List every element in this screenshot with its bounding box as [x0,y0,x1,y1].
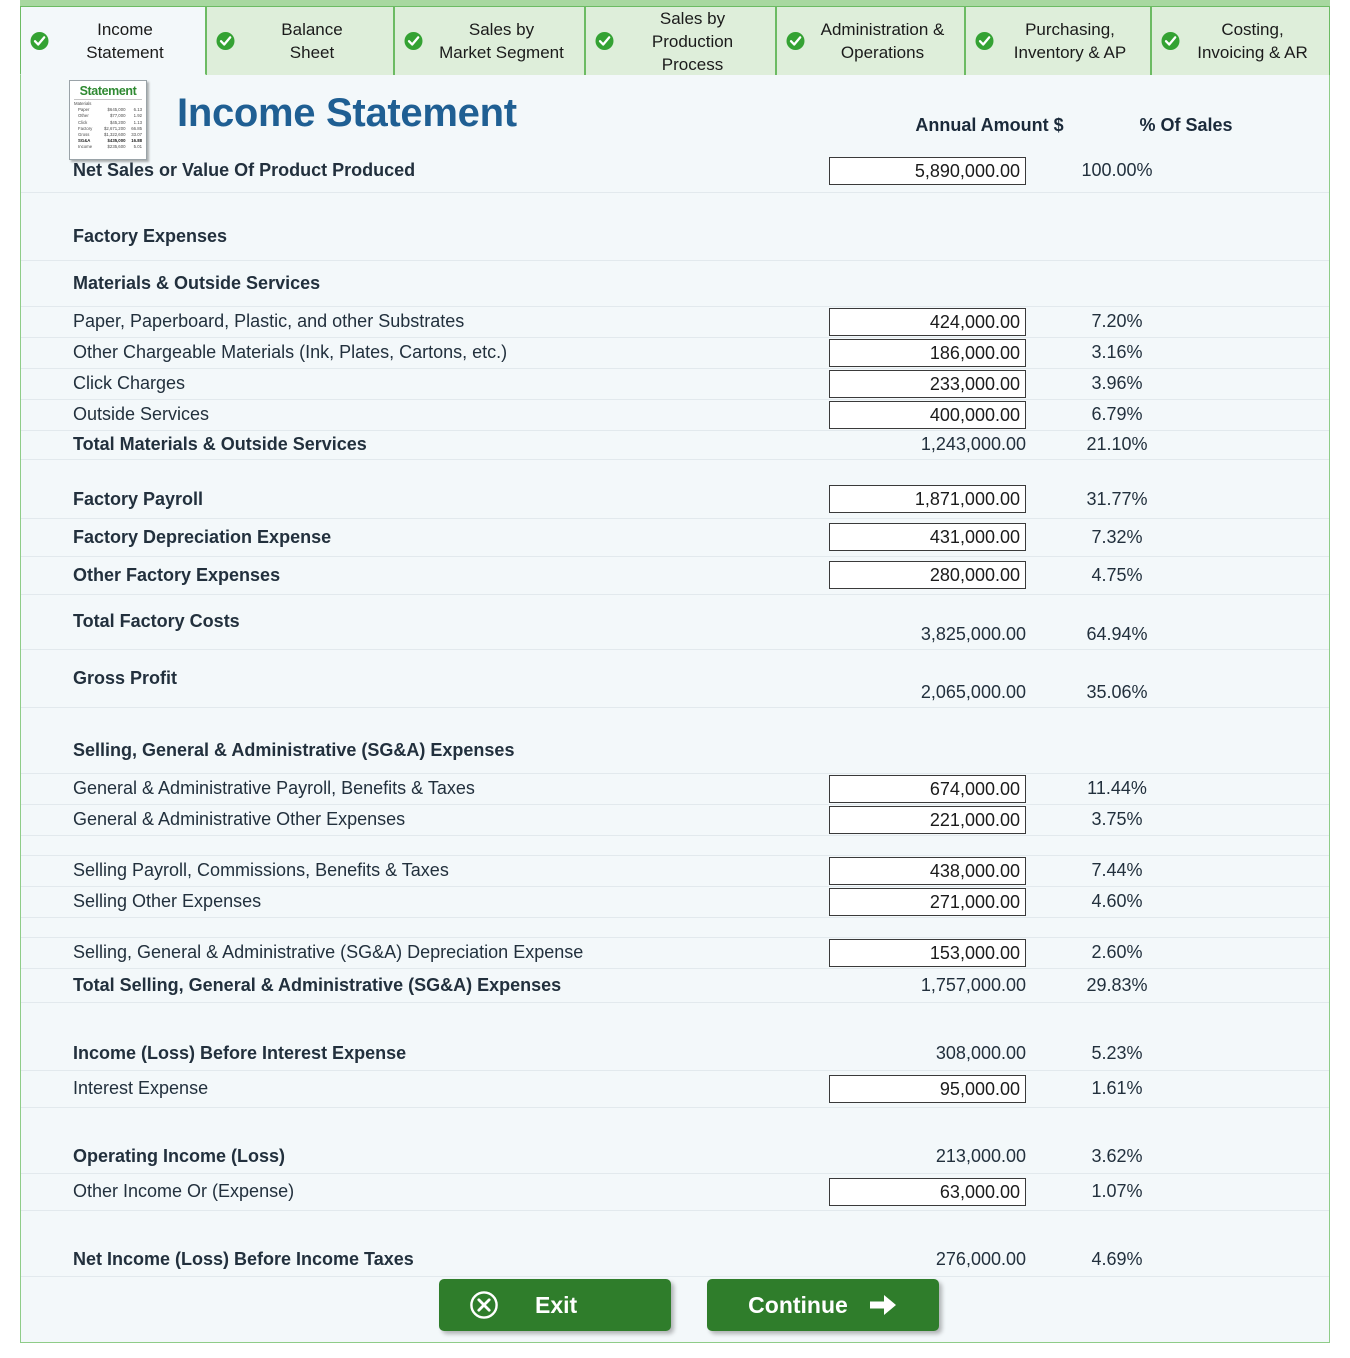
row-label: Gross Profit [21,649,827,707]
spacer-row [21,917,1329,937]
row-label: Selling Payroll, Commissions, Benefits & Taxes [21,855,827,886]
row-percent: 3.75% [1032,804,1202,835]
income-statement-table [21,150,1329,1277]
other-factory-expenses-input[interactable]: 280,000.00 [829,561,1026,589]
selling-payroll-input[interactable]: 438,000.00 [829,857,1026,885]
sga-depreciation-input[interactable]: 153,000.00 [829,939,1026,967]
outside-services-input[interactable]: 400,000.00 [829,401,1026,429]
row-amount-cell [827,337,1032,368]
row-label: Net Income (Loss) Before Income Taxes [21,1244,827,1276]
table-row [21,368,1329,399]
subsection-title-materials: Materials & Outside Services [21,260,827,306]
tab-label: Administration & Operations [820,20,945,62]
thumb-amount: $1,322,600 [103,132,126,138]
total-row [21,1038,1329,1070]
row-percent: 3.16% [1032,337,1202,368]
total-row [21,968,1329,1002]
spacer-row [21,192,1329,214]
row-pad [1202,1141,1329,1173]
row-percent [1032,214,1202,260]
wizard-footer [21,1270,1329,1342]
row-percent [1032,729,1202,773]
row-pad [1202,368,1329,399]
row-amount: 3,825,000.00 [827,594,1032,649]
row-label: Other Income Or (Expense) [21,1173,827,1210]
row-percent: 3.96% [1032,368,1202,399]
factory-depreciation-input[interactable]: 431,000.00 [829,523,1026,551]
table-row [21,886,1329,917]
row-percent: 7.44% [1032,855,1202,886]
paper-substrates-input[interactable]: 424,000.00 [829,308,1026,336]
tab-label: Purchasing, Inventory & AP [1013,20,1127,62]
table-row [21,481,1329,518]
other-chargeable-materials-input[interactable]: 186,000.00 [829,339,1026,367]
row-label: Total Factory Costs [21,594,827,649]
row-label: Outside Services [21,399,827,430]
selling-other-expenses-input[interactable]: 271,000.00 [829,888,1026,916]
ga-payroll-input[interactable]: 674,000.00 [829,775,1026,803]
exit-button-label: Exit [535,1291,578,1318]
tab-label: Balance Sheet [281,20,343,62]
total-row [21,1141,1329,1173]
statement-thumbnail-icon [69,80,147,160]
row-label: Paper, Paperboard, Plastic, and other Substrates [21,306,827,337]
other-income-expense-input[interactable]: 63,000.00 [829,1178,1026,1206]
table-row [21,855,1329,886]
row-percent: 4.60% [1032,886,1202,917]
row-pad [1202,855,1329,886]
thumb-amount: $645,000 [107,107,126,113]
arrow-right-icon [868,1292,898,1318]
column-header-annual-amount: Annual Amount $ [915,115,1064,135]
table-row [21,1070,1329,1107]
row-amount-cell [827,773,1032,804]
row-amount-cell [827,729,1032,773]
table-row [21,937,1329,968]
row-amount: 276,000.00 [827,1244,1032,1276]
check-circle-icon [1161,32,1180,51]
row-pad [1202,150,1329,192]
exit-button[interactable] [439,1279,671,1331]
row-pad [1202,1070,1329,1107]
row-percent: 1.61% [1032,1070,1202,1107]
row-label: Click Charges [21,368,827,399]
tab-label: Sales by Market Segment [439,20,564,62]
close-circle-icon [469,1290,499,1320]
check-circle-icon [786,32,805,51]
check-circle-icon [30,31,49,50]
thumb-pct: 66.85 [131,125,142,131]
row-percent: 6.79% [1032,399,1202,430]
row-percent: 7.20% [1032,306,1202,337]
row-label: Other Factory Expenses [21,556,827,594]
thumb-amount: $435,000 [107,138,126,144]
row-percent: 21.10% [1032,430,1202,459]
total-row [21,649,1329,707]
row-label: Income (Loss) Before Interest Expense [21,1038,827,1070]
table-row [21,150,1329,192]
row-label: Factory Payroll [21,481,827,518]
thumb-label: Materials [74,101,92,106]
tab-balance-sheet[interactable] [206,6,394,75]
thumb-label: Other [78,113,89,119]
row-label: Total Selling, General & Administrative (SG&A) Expenses [21,968,827,1002]
row-pad [1202,306,1329,337]
thumb-pct: 5.01 [133,144,142,150]
row-pad [1202,214,1329,260]
thumb-amount: $45,200 [109,119,126,125]
tab-sales-by-market-segment[interactable] [394,6,585,75]
row-pad [1202,481,1329,518]
check-circle-icon [595,32,614,51]
click-charges-input[interactable]: 233,000.00 [829,370,1026,398]
spacer-row [21,835,1329,855]
total-row [21,430,1329,459]
thumb-label: SG&A [78,138,91,144]
table-row [21,518,1329,556]
table-row [21,773,1329,804]
page-header [21,75,1329,150]
statement-thumbnail-title: Statement [74,84,142,100]
spacer-row [21,1107,1329,1141]
thumb-label: Factory [78,125,93,131]
section-title-factory-expenses: Factory Expenses [21,214,827,260]
row-amount-cell [827,556,1032,594]
row-amount-cell [827,368,1032,399]
row-percent: 11.44% [1032,773,1202,804]
row-label: General & Administrative Payroll, Benefits & Taxes [21,773,827,804]
row-amount-cell [827,214,1032,260]
spacer-row [21,707,1329,729]
row-amount-cell [827,150,1032,192]
row-pad [1202,337,1329,368]
row-amount-cell [827,1070,1032,1107]
row-amount-cell [827,260,1032,306]
row-percent: 3.62% [1032,1141,1202,1173]
tab-sales-by-production-process[interactable] [585,6,776,75]
tab-label: Sales by Production Process [651,8,734,74]
table-row [21,804,1329,835]
factory-payroll-input[interactable]: 1,871,000.00 [829,485,1026,513]
interest-expense-input[interactable]: 95,000.00 [829,1075,1026,1103]
total-row [21,594,1329,649]
ga-other-expenses-input[interactable]: 221,000.00 [829,806,1026,834]
row-amount-cell [827,1173,1032,1210]
table-row [21,337,1329,368]
row-pad [1202,556,1329,594]
row-percent: 29.83% [1032,968,1202,1002]
check-circle-icon [404,32,423,51]
thumb-amount: $235,600 [107,144,126,150]
row-percent: 2.60% [1032,937,1202,968]
thumb-pct: 1.92 [133,113,142,119]
spacer-row [21,1210,1329,1244]
row-label: Factory Depreciation Expense [21,518,827,556]
row-pad [1202,729,1329,773]
row-pad [1202,886,1329,917]
row-label: General & Administrative Other Expenses [21,804,827,835]
section-title-sga: Selling, General & Administrative (SG&A) Expenses [21,729,827,773]
row-amount-cell [827,937,1032,968]
table-row [21,556,1329,594]
row-pad [1202,773,1329,804]
table-row [21,399,1329,430]
row-pad [1202,518,1329,556]
thumb-amount: $2,671,200 [103,125,126,131]
row-amount-cell [827,518,1032,556]
thumb-pct: 33.07 [131,132,142,138]
row-percent: 64.94% [1032,594,1202,649]
row-percent: 31.77% [1032,481,1202,518]
tab-purchasing-inventory-ap[interactable] [965,6,1151,75]
column-header-percent-of-sales: % Of Sales [1139,115,1233,135]
check-circle-icon [216,32,235,51]
row-pad [1202,1173,1329,1210]
thumb-label: Click [78,119,88,125]
row-pad [1202,399,1329,430]
wizard-tab-bar [20,0,1330,75]
page-title: Income Statement [177,91,517,135]
thumb-pct: 6.13 [133,107,142,113]
table-row [21,1173,1329,1210]
row-percent: 7.32% [1032,518,1202,556]
tab-label: Income Statement [86,19,164,62]
row-amount: 213,000.00 [827,1141,1032,1173]
row-pad [1202,1038,1329,1070]
row-label: Operating Income (Loss) [21,1141,827,1173]
check-circle-icon [975,32,994,51]
row-amount-cell [827,481,1032,518]
subsection-header-row [21,260,1329,306]
row-pad [1202,649,1329,707]
tab-income-statement[interactable] [20,6,206,75]
thumb-amount: $77,000 [109,113,126,119]
row-percent [1032,260,1202,306]
row-amount: 2,065,000.00 [827,649,1032,707]
row-pad [1202,594,1329,649]
row-pad [1202,430,1329,459]
row-percent: 4.75% [1032,556,1202,594]
row-pad [1202,260,1329,306]
row-percent: 35.06% [1032,649,1202,707]
row-label: Selling Other Expenses [21,886,827,917]
row-amount-cell [827,886,1032,917]
row-percent: 5.23% [1032,1038,1202,1070]
row-label: Interest Expense [21,1070,827,1107]
continue-button-label: Continue [748,1291,848,1318]
row-label: Other Chargeable Materials (Ink, Plates, Cartons, etc.) [21,337,827,368]
row-percent: 1.07% [1032,1173,1202,1210]
thumb-pct: 1.13 [133,119,142,125]
row-amount-cell [827,306,1032,337]
thumb-pct: 16.88 [131,138,142,144]
row-amount: 1,757,000.00 [827,968,1032,1002]
row-pad [1202,968,1329,1002]
row-label: Net Sales or Value Of Product Produced [21,150,827,192]
row-amount-cell [827,855,1032,886]
section-header-row [21,214,1329,260]
net-sales-input[interactable]: 5,890,000.00 [829,157,1026,185]
tab-administration-and-operations[interactable] [776,6,965,75]
row-amount: 308,000.00 [827,1038,1032,1070]
thumb-label: Paper [78,107,90,113]
thumb-label: Gross [78,132,90,138]
thumb-label: Income [78,144,93,150]
row-percent: 100.00% [1032,150,1202,192]
income-statement-panel [20,75,1330,1343]
tab-label: Costing, Invoicing & AR [1197,20,1308,62]
continue-button[interactable] [707,1279,939,1331]
row-amount-cell [827,399,1032,430]
row-pad [1202,804,1329,835]
tab-costing-invoicing-ar[interactable] [1151,6,1330,75]
row-percent: 4.69% [1032,1244,1202,1276]
spacer-row [21,1002,1329,1038]
wizard-window [20,0,1330,1343]
spacer-row [21,459,1329,481]
row-label: Total Materials & Outside Services [21,430,827,459]
section-header-row [21,729,1329,773]
row-pad [1202,937,1329,968]
row-amount-cell [827,804,1032,835]
row-label: Selling, General & Administrative (SG&A) Depreciation Expense [21,937,827,968]
table-row [21,306,1329,337]
row-amount: 1,243,000.00 [827,430,1032,459]
